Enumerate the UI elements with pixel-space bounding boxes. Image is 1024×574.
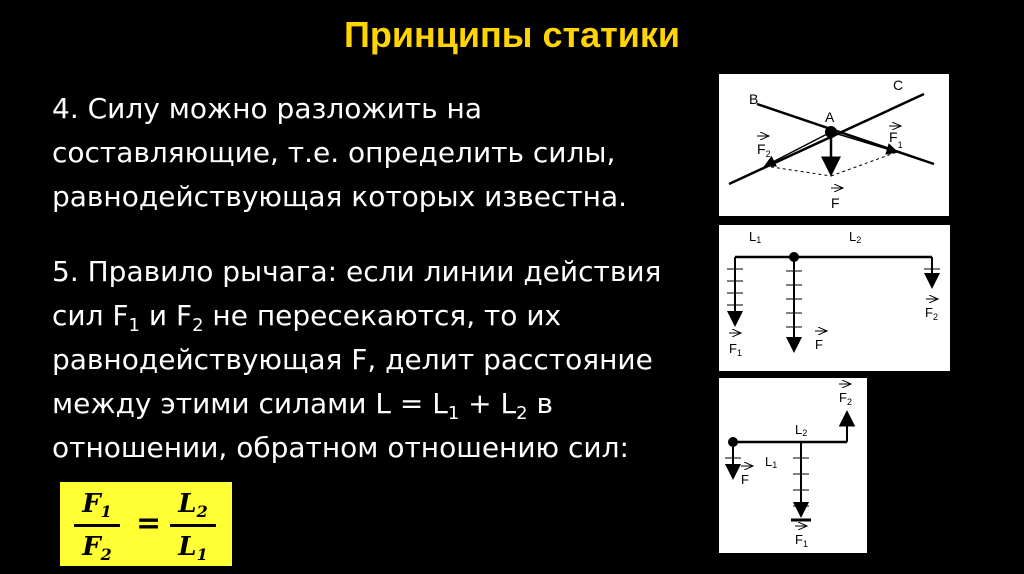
formula-numerator — [170, 486, 216, 522]
label-b: B — [749, 91, 759, 107]
fraction-bar — [74, 524, 120, 527]
parallelogram-edge — [765, 166, 831, 176]
formula-symbol: L — [178, 489, 197, 519]
point-4-line-1: 4. Силу можно разложить на — [52, 92, 482, 125]
formula-denominator — [74, 529, 120, 565]
label-l1: L1 — [765, 454, 778, 470]
force-ratio — [74, 486, 120, 565]
lever-c-svg — [719, 378, 867, 553]
force-f1-arrow — [831, 132, 897, 152]
subscript: 2 — [192, 315, 204, 336]
label-f: F — [741, 472, 749, 487]
point-4-line-3: равнодействующая которых известна. — [52, 180, 627, 213]
label-f2: $F_2$ — [839, 390, 852, 407]
label-f1: $F_1$ — [889, 129, 903, 150]
text-run: сил F — [52, 299, 129, 332]
label-f1: $F_1$ — [729, 341, 742, 358]
formula-subscript: 2 — [196, 502, 208, 521]
formula-symbol: F — [82, 489, 101, 519]
label-f: F — [831, 195, 840, 211]
label-l2: L2 — [849, 229, 862, 245]
label-f2: $F_2$ — [925, 305, 938, 322]
point-5-line-2 — [52, 294, 722, 338]
formula-subscript: 1 — [196, 545, 208, 564]
force-f2-arrow — [765, 132, 831, 166]
text-run: и F — [139, 299, 193, 332]
lever-b-svg — [719, 225, 950, 371]
text-run: в — [527, 387, 554, 420]
text-run: + L — [459, 387, 517, 420]
label-f2: $F_2$ — [757, 141, 771, 159]
subscript: 1 — [447, 403, 460, 424]
point-5-line-3: равнодействующая F, делит расстояние — [52, 343, 653, 376]
formula-denominator — [170, 529, 216, 565]
parallelogram-edge — [831, 152, 897, 176]
point-5-text — [52, 250, 722, 470]
label-f: F — [815, 337, 823, 352]
point-5-line-5: отношении, обратном отношению сил: — [52, 431, 629, 464]
label-a: A — [825, 109, 835, 125]
line-b — [757, 104, 934, 164]
decomposition-svg — [719, 74, 949, 216]
pivot-point — [789, 252, 799, 262]
fraction-bar — [170, 524, 216, 527]
label-f1: $F_1$ — [795, 532, 808, 549]
lever-parallel-forces-diagram — [719, 225, 950, 371]
force-decomposition-diagram — [719, 74, 949, 216]
formula-symbol: F — [82, 532, 101, 562]
label-l1: L1 — [749, 229, 762, 245]
subscript: 2 — [516, 403, 528, 424]
formula-numerator — [74, 486, 120, 522]
label-l2: L2 — [795, 422, 808, 438]
subscript: 1 — [128, 315, 140, 336]
formula-subscript: 1 — [100, 502, 112, 521]
text-run: между этими силами L = L — [52, 387, 448, 420]
formula-symbol: L — [178, 532, 197, 562]
text-run: не пересекаются, то их — [203, 299, 562, 332]
formula-subscript: 2 — [100, 545, 112, 564]
point-5-line-4 — [52, 382, 722, 426]
point-4-line-2: составляющие, т.е. определить силы, — [52, 136, 616, 169]
point-5-line-1: 5. Правило рычага: если линии действия — [52, 255, 662, 288]
equals-sign: = — [136, 506, 162, 541]
lever-opposite-forces-diagram — [719, 378, 867, 553]
lever-formula — [60, 482, 232, 566]
label-c: C — [893, 77, 904, 93]
length-ratio — [170, 486, 216, 565]
point-4-text — [52, 87, 702, 219]
slide-title: Принципы статики — [343, 14, 681, 55]
